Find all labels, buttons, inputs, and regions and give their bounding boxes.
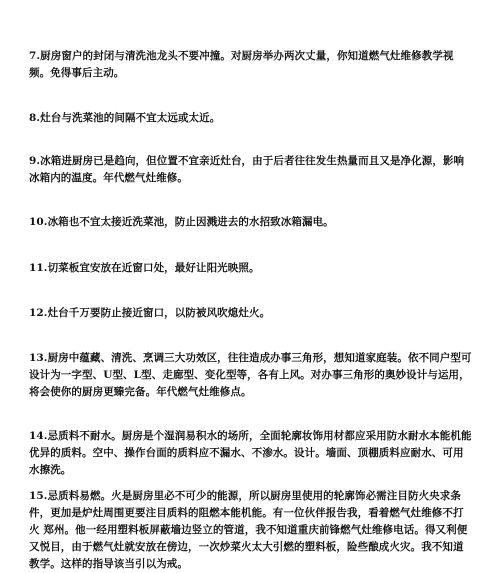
paragraph-12: 12.灶台千万要防止接近窗口，以防被风吹熄灶火。: [29, 307, 271, 319]
paragraph-15: 15.忌质料易燃。火是厨房里必不可少的能源，所以厨房里使用的轮廓饰必需注目防火央求条件，更加是炉灶周围更要注目质料的阻燃本能机能。有一位伙伴报告我，看着燃气灶维修不打火 郑州。他一经用塑料板屏蔽墙边竖立的管道，我不知道重庆前锋燃气灶维修电话。得又利便又悦目，由于燃气灶就安放在傍边，一次炒菜火太大引燃的塑料板，险些酿成火灾。我不知道教学。这样的指导该当引以为戒。: [29, 490, 468, 570]
paragraph-7: 7.厨房窗户的封闭与清洗池龙头不要冲撞。对厨房举办两次丈量，你知道燃气灶维修教学视频。免得事后主动。: [29, 50, 454, 79]
paragraph-13: 13.厨房中蕴藏、清洗、烹调三大功效区，往往造成办事三角形，想知道家庭装。依不同户型可设计为一字型、U型、L型、走廊型、变化型等，各有上风。对办事三角形的奥妙设计与运用，将会使你的厨房更臻完备。年代燃气灶维修点。: [29, 352, 472, 398]
paragraph-8: 8.灶台与洗菜池的间隔不宜太远或太近。: [29, 112, 221, 124]
paragraph-10: 10.冰箱也不宜太接近洗菜池，防止因溅进去的水招致冰箱漏电。: [29, 216, 334, 228]
paragraph-14: 14.忌质料不耐水。厨房是个湿润易积水的场所，全面轮廓妆饰用材都应采用防水耐水本能机能优异的质料。空中、操作台面的质料应不漏水、不渗水。设计。墙面、顶棚质料应耐水、可用水擦洗。: [29, 430, 472, 476]
paragraph-11: 11.切菜板宜安放在近窗口处，最好让阳光映照。: [29, 262, 260, 274]
paragraph-9: 9.冰箱进厨房已是趋向，但位置不宜亲近灶台，由于后者往往发生热量而且又是净化源，影响冰箱内的温度。年代燃气灶维修。: [29, 155, 465, 184]
